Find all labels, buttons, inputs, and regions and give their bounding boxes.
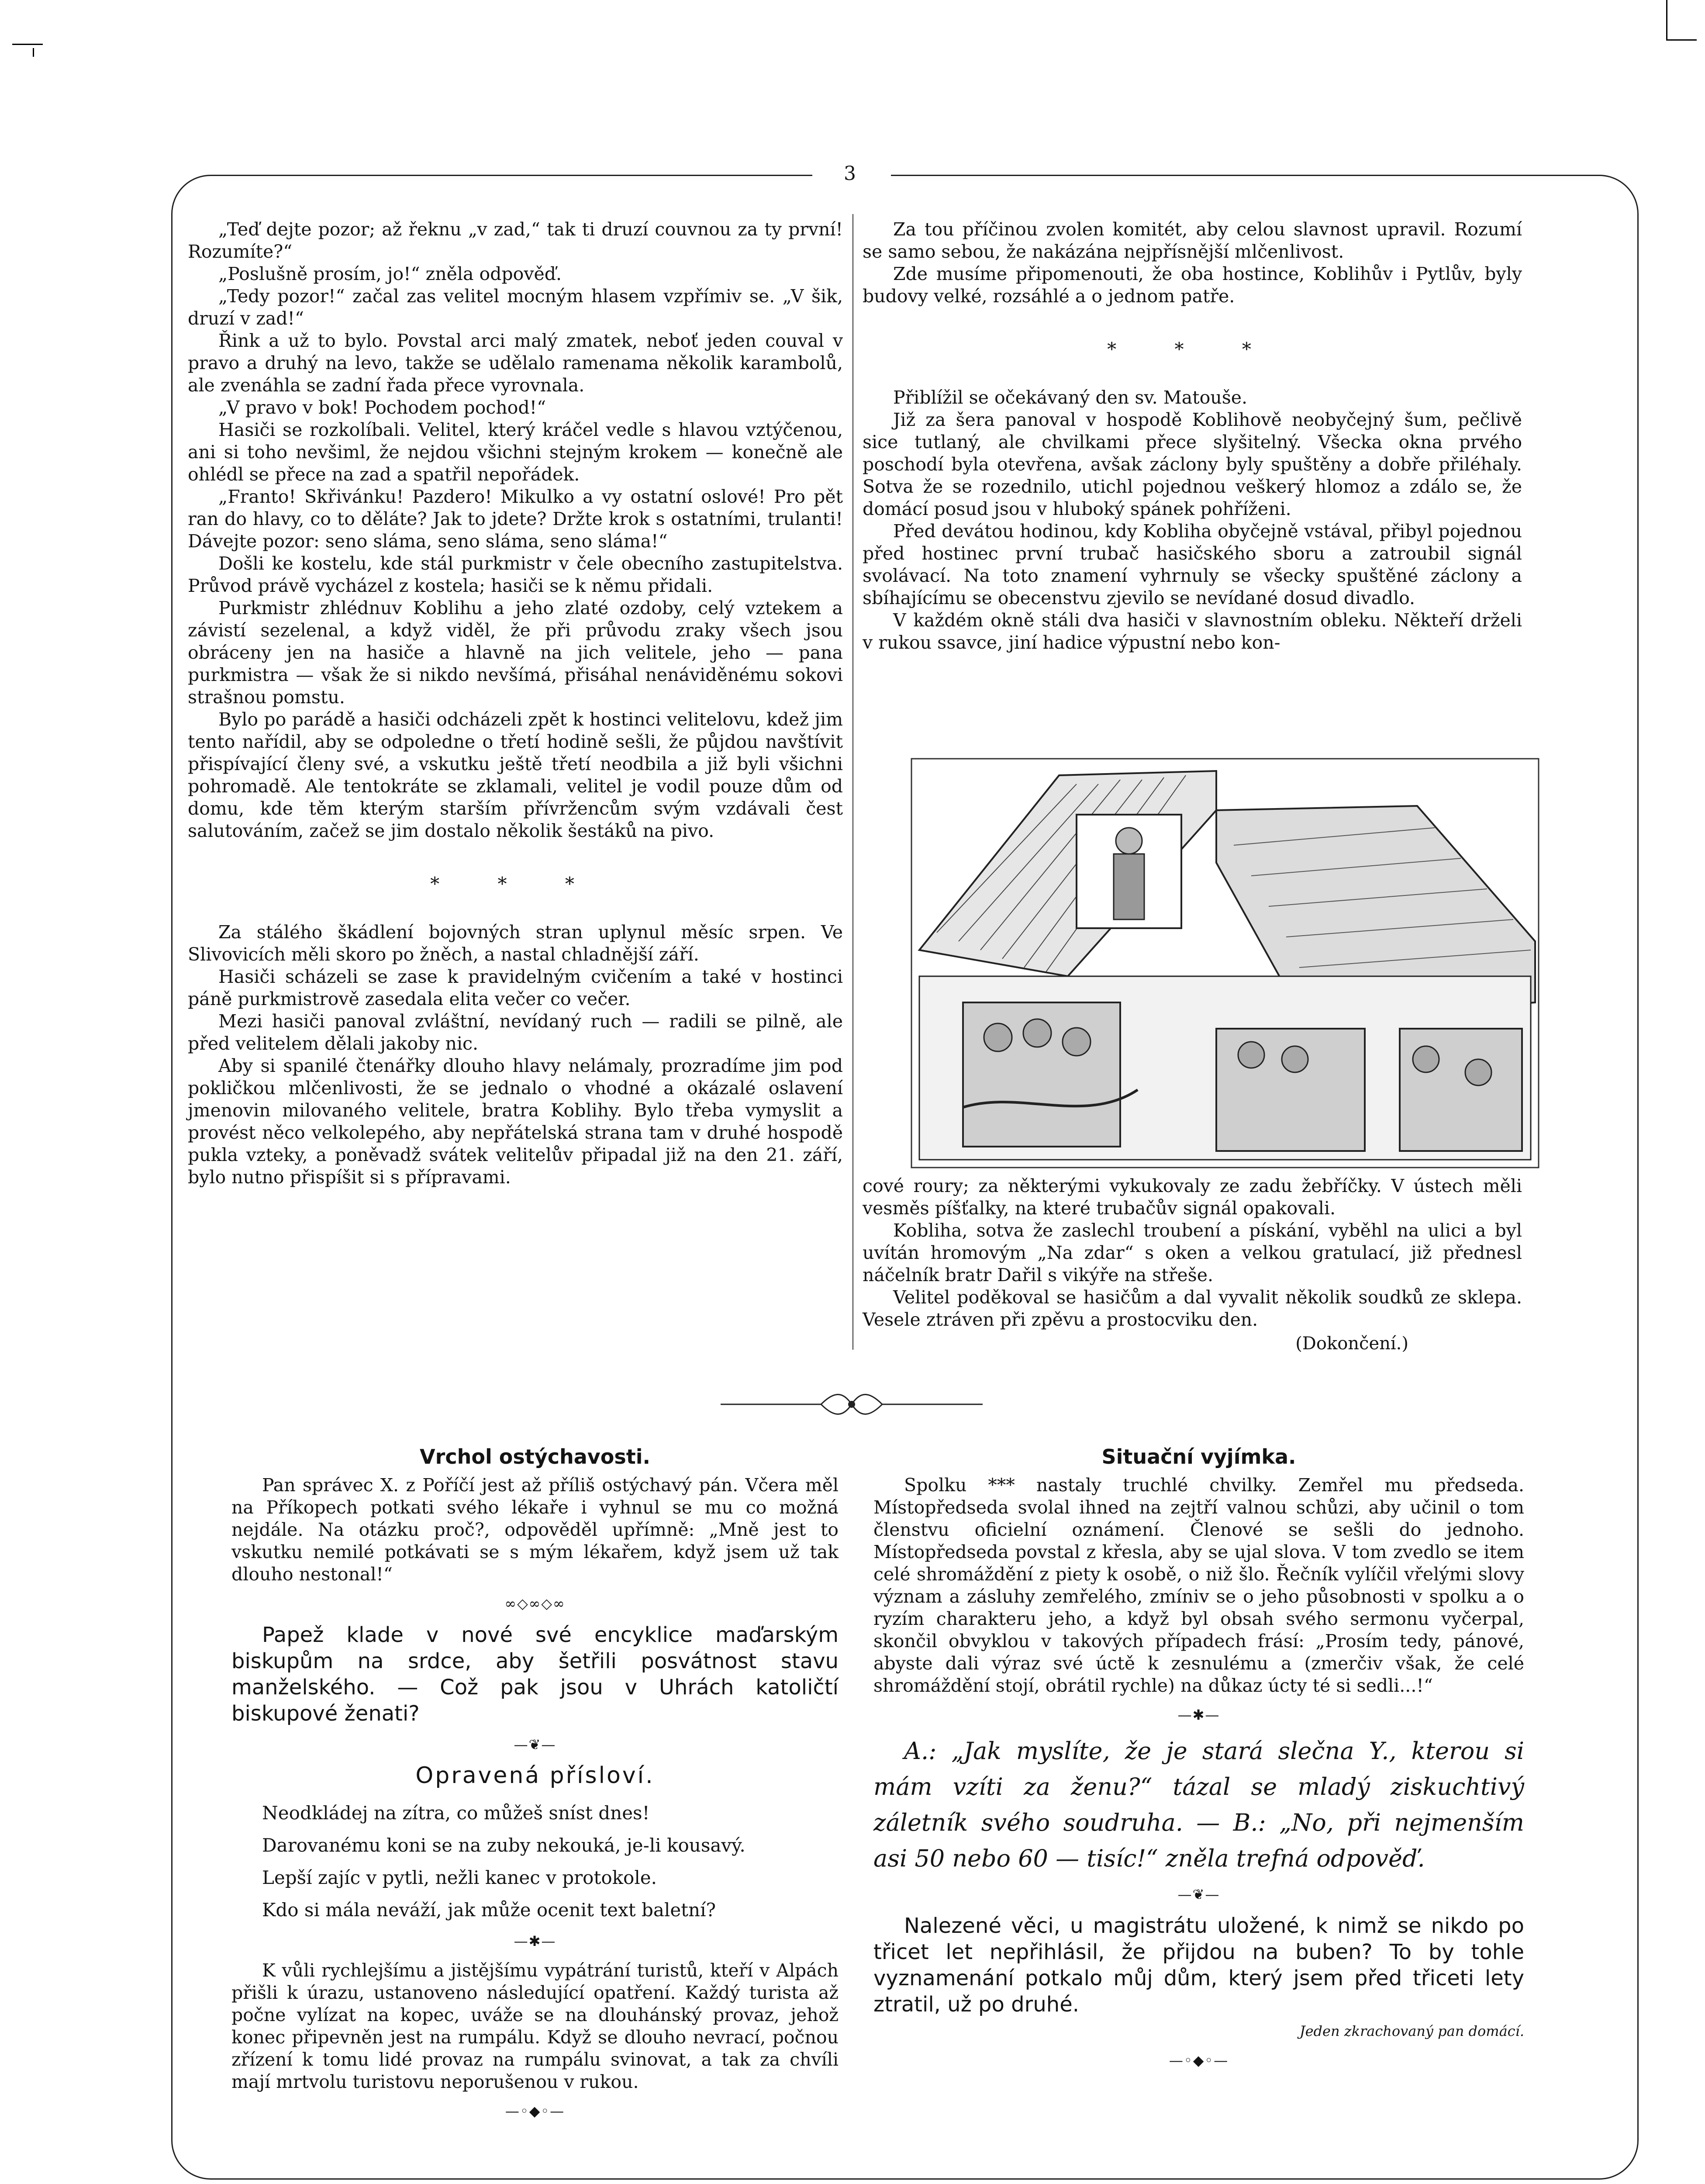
paragraph: Pan správec X. z Poříčí jest až příliš ostýchavý pán. Včera měl na Příkopech potkati svého lékaře i vyhnul se mu co možná nejdále. Na otázku proč?, odpověděl upřímně: „Mně jest to vskutku nemilé potkávati se s mým lékařem, když jsem už tak dlouho nestonal!“ <box>231 1475 839 1585</box>
paragraph: Mezi hasiči panoval zvláštní, nevídaný ruch — radili se pilně, ale před velitelem dělali jakoby nic. <box>188 1011 843 1054</box>
article-title: Situační vyjímka. <box>1101 1445 1296 1469</box>
corner-mark-top-right <box>1666 0 1667 39</box>
proverb: Darovanému koni se na zuby nekouká, je-li kousavý. <box>262 1835 746 1856</box>
separator: —✱— <box>1177 1707 1220 1723</box>
corner-mark-top-left <box>33 48 34 57</box>
proverb: Lepší zajíc v pytli, nežli kanec v protokole. <box>262 1867 657 1888</box>
page-number: 3 <box>844 162 856 185</box>
paragraph: Řink a už to bylo. Povstal arci malý zmatek, neboť jeden couval v pravo a druhý na levo, takže se udělalo ramenama několik karambolů, ale zvenáhla se zadní řada přece vyrovnala. <box>188 330 843 396</box>
paragraph: „Franto! Skřivánku! Pazdero! Mikulko a vy ostatní oslové! Pro pět ran do hlavy, co to děláte? Jak to jdete? Držte krok s ostatními, trulanti! Dávejte pozor: seno sláma, seno sláma, seno sláma!“ <box>188 486 843 552</box>
section-stars: * * * <box>1107 339 1277 360</box>
proverb: Kdo si mála neváží, jak může ocenit text baletní? <box>262 1899 716 1921</box>
end-separator: —◦◆◦— <box>1169 2052 1229 2069</box>
bottom-left-column <box>231 1446 839 2129</box>
paragraph: „Poslušně prosím, jo!“ zněla odpověď. <box>218 263 562 284</box>
corner-mark-top-left-h <box>12 44 43 45</box>
paragraph: Nalezené věci, u magistrátu uložené, k nimž se nikdo po třicet let nepřihlásil, že přijdou na buben? To by tohle vyznamenání potkalo můj dům, který jsem před třiceti lety ztratil, už po druhé. <box>873 1914 1524 2017</box>
separator: —❦— <box>514 1736 556 1753</box>
dialogue <box>873 1733 1524 1876</box>
paragraph: Došli ke kostelu, kde stál purkmistr v čele obecního zastupitelstva. Průvod právě vycházel z kostela; hasiči se k němu přidali. <box>188 553 843 596</box>
paragraph: cové roury; za některými vykukovaly ze zadu žebříčky. V ústech měli vesměs píšťalky, na které trubačův signál opakovali. <box>863 1175 1522 1219</box>
paragraph: Kobliha, sotva že zaslechl troubení a pískání, vyběhl na ulici a byl uvítán hromovým „Na zdar“ s oken a velkou gratulací, již přednesl náčelník bratr Dařil s vikýře na střeše. <box>863 1220 1522 1286</box>
paragraph: Bylo po parádě a hasiči odcházeli zpět k hostinci velitelovu, kdež jim tento nařídil, aby se odpoledne o třetí hodině sešli, že půjdou navštívit přispívající členy své, a vskutku ještě třetí neodbila a již byli všichni pohromadě. Ale tentokráte se zklamali, velitel je vodil pouze dům od domu, kde těm kterým starším přívržencům svým vzdávali čest salutováním, začež se jim dostalo několik šestáků na pivo. <box>188 709 843 841</box>
paragraph: „V pravo v bok! Pochodem pochod!“ <box>218 397 546 418</box>
proverbs-list <box>231 1800 839 1923</box>
corner-mark-top-right-h <box>1666 39 1697 41</box>
paragraph: V každém okně stáli dva hasiči v slavnostním obleku. Někteří drželi v rukou ssavce, jiní hadice výpustní nebo kon- <box>863 610 1522 653</box>
paragraph: K vůli rychlejšímu a jistějšímu vypátrání turistů, kteří v Alpách přišli k úrazu, ustanoveno následující opatření. Každý turista až počne vylízat na kopec, uváže se na dlouhánský provaz, jehož konec připevněn jest na rumpálu. Když se dlouho nevrací, počnou zřízení k tomu lidé provaz na rumpálu svinovat, a tak za chvíli mají mrtvolu turistovu neporušenou v rukou. <box>231 1960 839 2092</box>
end-separator: —◦◆◦— <box>505 2103 565 2119</box>
paragraph: Aby si spanilé čtenářky dlouho hlavy nelámaly, prozradíme jim pod pokličkou mlčenlivosti, že se jednalo o vhodné a okázalé oslavení jmenovin milovaného velitele, bratra Koblihy. Bylo třeba vymyslit a provést něco velkolepého, aby nepřátelská strana tam v druhé hospodě pukla vzteky, a poněvadž svátek velitelův připadal již na den 21. září, bylo nutno přispíšit si s přípravami. <box>188 1055 843 1188</box>
section-stars: * * * <box>430 873 601 895</box>
paragraph: Purkmistr zhlédnuv Koblihu a jeho zlaté ozdoby, celý vztekem a závistí sezelenal, a když viděl, že při průvodu zraky všech jsou obráceny jen na hasiče a hlavně na jich velitele, jeho — pana purkmistra — však že si nikdo nevšímá, přisáhal nenáviděnému sokovi strašnou pomstu. <box>188 598 843 708</box>
paragraph: Papež klade v nové své encyklice maďarským biskupům na srdce, aby šetřili posvátnost stavu manželského. — Což pak jsou v Uhrách katoličtí biskupové ženati? <box>231 1623 839 1726</box>
paragraph: Spolku *** nastaly truchlé chvilky. Zemřel mu předseda. Místopředseda svolal ihned na zejtří valnou schůzi, aby učinil o tom členstvu oficielní oznámení. Členové se sešli do jednoho. Místopředseda povstal z křesla, aby se ujal slova. V tom zvedlo se item celé shromáždění z piety k osobě, o niž šlo. Řečník vylíčil vřelými slovy význam a zásluhy zemřelého, zmíniv se o jeho působnosti v spolku a o ryzím charakteru jeho, a když byl obsah svého sermonu vyčerpal, skončil obvyklou v takových případech frásí: „Prosím tedy, pánové, abyste dali výraz své úctě k zesnulému a (zmerčiv však, že celé shromáždění stojí, obrátil rychle) na důkaz úcty té si sedli...!“ <box>873 1475 1524 1696</box>
column-divider <box>852 214 853 1350</box>
paragraph: Před devátou hodinou, kdy Kobliha obyčejně vstával, přibyl pojednou před hostinec první trubač hasičského sboru a zatroubil signál svolávací. Na toto znamení vyhrnuly se všecky spuštěné záclony a sbíhajícímu se obecenstvu zjevilo se nevídané dosud divadlo. <box>863 521 1522 608</box>
bottom-right-column <box>873 1446 1524 2079</box>
paragraph: Velitel poděkoval se hasičům a dal vyvalit několik soudků ze sklepa. Vesele ztráven při zpěvu a prostocviku den. <box>863 1287 1522 1330</box>
separator: —✱— <box>514 1933 556 1949</box>
paragraph: A.: „Jak myslíte, že je stará slečna Y., kterou si mám vzíti za ženu?“ tázal se mladý ziskuchtivý záletník svého soudruha. — B.: „No, při nejmenším asi 50 nebo 60 — tisíc!“ zněla trefná odpověď. <box>873 1737 1524 1872</box>
pope-note <box>231 1622 839 1727</box>
proverb: Neodkládej na zítra, co můžeš sníst dnes! <box>262 1802 650 1824</box>
illustration-firemen <box>911 758 1539 1168</box>
continuation-note: (Dokončení.) <box>1295 1334 1408 1354</box>
article-title: Vrchol ostýchavosti. <box>420 1445 650 1469</box>
signature: Jeden zkrachovaný pan domácí. <box>1299 2023 1524 2039</box>
paragraph: Již za šera panoval v hospodě Koblihově neobyčejný šum, pečlivě sice tutlaný, ale chvilkami přece slyšitelný. Všecka okna prvého poschodí byla otevřena, avšak záclony byly spuštěny a dobře přiléhaly. Sotva že se rozednilo, utichl pojednou veškerý hlomoz a zdálo se, že domácí posud jsou v hluboký spánek pohříženi. <box>863 409 1522 519</box>
paragraph: Hasiči se rozkolíbali. Velitel, který kráčel vedle s hlavou vztýčenou, ani si toho nevšiml, že nejdou všichni stejným krokem — konečně ale ohlédl se přece na zad a spatřil nepořádek. <box>188 419 843 485</box>
separator: ∞◇∞◇∞ <box>504 1595 566 1612</box>
paragraph: Hasiči scházeli se zase k pravidelným cvičením a také v hostinci páně purkmistrově zasedala elita večer co večer. <box>188 966 843 1009</box>
proverbs-title: Opravená přísloví. <box>415 1762 655 1789</box>
left-column <box>188 218 843 1189</box>
right-column-bottom <box>863 1175 1522 1355</box>
paragraph: „Teď dejte pozor; až řeknu „v zad,“ tak ti druzí couvnou za ty první! Rozumíte?“ <box>188 219 843 262</box>
ornament-divider <box>721 1389 983 1420</box>
found-items-note <box>873 1913 1524 2018</box>
paragraph: Přiblížil se očekávaný den sv. Matouše. <box>893 387 1248 408</box>
right-column-top <box>863 218 1522 654</box>
paragraph: Zde musíme připomenouti, že oba hostince, Koblihův i Pytlův, byly budovy velké, rozsáhlé a o jednom patře. <box>863 263 1522 307</box>
paragraph: „Tedy pozor!“ začal zas velitel mocným hlasem vzpřímiv se. „V šik, druzí v zad!“ <box>188 286 843 329</box>
separator: —❦— <box>1177 1886 1220 1903</box>
paragraph: Za tou příčinou zvolen komitét, aby celou slavnost upravil. Rozumí se samo sebou, že nakázána nejpřísnější mlčenlivost. <box>863 219 1522 262</box>
paragraph: Za stálého škádlení bojovných stran uplynul měsíc srpen. Ve Slivovicích měli skoro po žněch, a nastal chladnější září. <box>188 922 843 965</box>
